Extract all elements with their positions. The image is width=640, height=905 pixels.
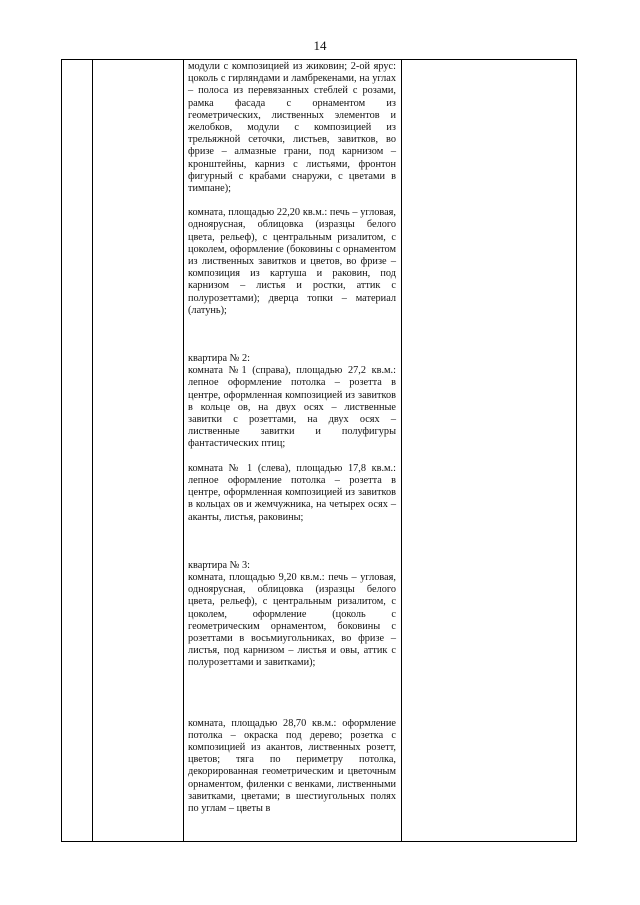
column-divider bbox=[92, 60, 93, 841]
paragraph-intro: модули с композицией из жиковин; 2-ой ярус: цоколь с гирляндами и ламбрекенами, на углах – полоса из перевязанных стеблей с розами, рамка фасада с орнаментом из геометрических, лиственных элементов и желобков, модули с композицией из трельяжной сеточки, листьев, завитков, во фризе – алмазные грани, под карнизом – кронштейны, карниз с листьями, фронтон фигурный с крабами снаружи, с цветами в тимпане); bbox=[188, 61, 396, 195]
column-divider bbox=[401, 60, 402, 841]
paragraph-apt2-room-27-2: комната №1 (справа), площадью 27,2 кв.м.: лепное оформление потолка – розетта в центре, оформленная композицией из завитков в кольце ов, на двух осях – лиственные завитки с розеттами, на двух осях – лиственные завитки и полуфигуры фантастических птиц; bbox=[188, 365, 396, 450]
column-divider bbox=[183, 60, 184, 841]
page-number: 14 bbox=[313, 38, 327, 53]
apartment-2-title: квартира № 2: bbox=[188, 353, 251, 365]
apartment-3-title: квартира № 3: bbox=[188, 559, 251, 571]
description-cell bbox=[188, 61, 396, 815]
paragraph-apt3-room-28-70: комната, площадью 28,70 кв.м.: оформление потолка – окраска под дерево; розетка с композицией из акантов, лиственных розетт, цветов; тяга по периметру потолка, декорированная геометрическим и цветочным орнаментом, филенки с венками, лиственными завитками, цветами; в шестиугольных полях по углам – цветы в bbox=[188, 717, 396, 814]
paragraph-apt2-room-17-8: комната № 1 (слева), площадью 17,8 кв.м.: лепное оформление потолка – розетта в центре, оформленная композицией из завитков в кольцах ов и жемчужника, на четырех осях – аканты, листья, раковины; bbox=[188, 462, 396, 523]
monument-table bbox=[61, 59, 577, 842]
paragraph-room-22-20: комната, площадью 22,20 кв.м.: печь – угловая, одноярусная, облицовка (изразцы белого цвета, рельеф), с центральным ризалитом, с цоколем, оформление (боковины с орнаментом из лиственных завитков и цветов, во фризе – композиция из картуша и раковин, под карнизом – листья и ростки, аттик с полурозеттами); дверца топки – материал (латунь); bbox=[188, 207, 396, 316]
paragraph-apt3-room-9-20: комната, площадью 9,20 кв.м.: печь – угловая, одноярусная, облицовка (изразцы белого цвета, рельеф), с центральным ризалитом, с цоколем, оформление (цоколь с геометрическим орнаментом, боковины с розеттами в восьмиугольниках, во фризе – листья, под карнизом – листья и овы, аттик с полурозеттами и завитками); bbox=[188, 571, 396, 669]
